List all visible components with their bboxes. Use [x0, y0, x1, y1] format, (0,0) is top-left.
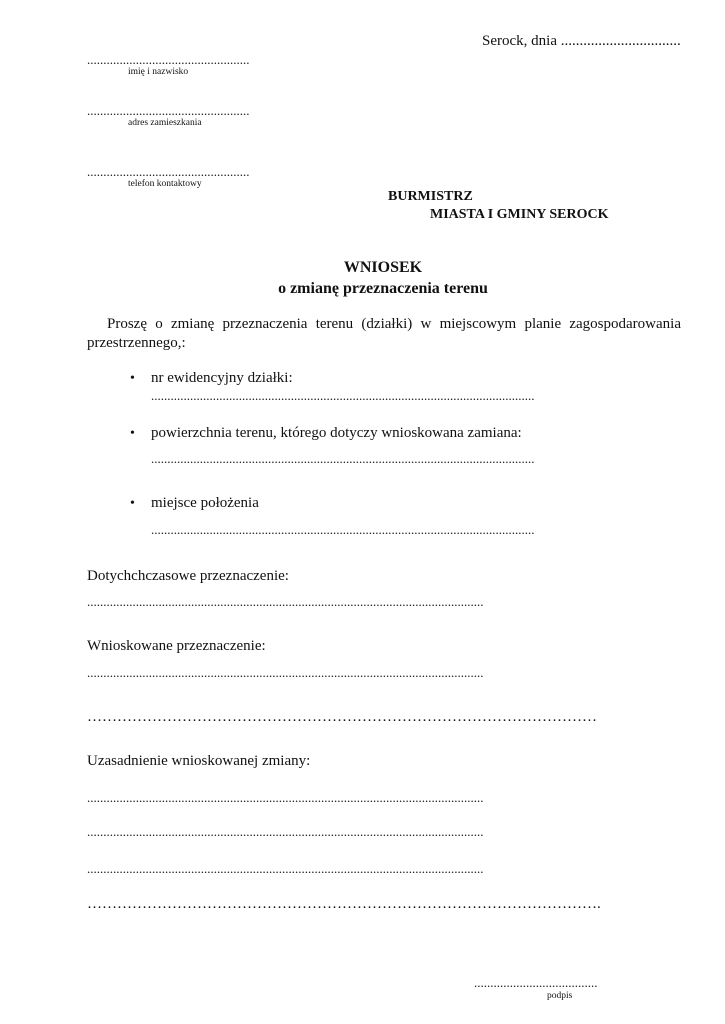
signature-label: podpis — [547, 991, 573, 1001]
bullet-icon: • — [130, 426, 135, 441]
location-label: miejsce położenia — [151, 495, 259, 511]
phone-line: .................................................. — [87, 164, 250, 179]
justification-field-1[interactable]: .......................................................................................................................... — [87, 790, 484, 805]
name-label: imię i nazwisko — [128, 67, 189, 77]
intro-line-2: przestrzennego,: — [87, 335, 186, 351]
current-designation-label: Dotychchczasowe przeznaczenie: — [87, 568, 289, 584]
bullet-icon: • — [130, 496, 135, 511]
addressee-line-1: BURMISTRZ — [388, 189, 473, 204]
document-subtitle: o zmianę przeznaczenia terenu — [278, 280, 488, 297]
current-designation-field[interactable]: .......................................................................................................................... — [87, 594, 484, 609]
signature-line[interactable]: ...................................... — [474, 975, 598, 990]
requested-designation-label: Wnioskowane przeznaczenie: — [87, 638, 266, 654]
area-field[interactable]: ...................................................................................................................... — [151, 451, 535, 466]
name-line: .................................................. — [87, 52, 250, 67]
justification-field-3[interactable]: .......................................................................................................................... — [87, 861, 484, 876]
document-title: WNIOSEK — [343, 259, 423, 276]
bullet-icon: • — [130, 371, 135, 386]
justification-field-4[interactable]: …………………………………………………………………………………………. — [87, 896, 601, 912]
justification-label: Uzasadnienie wnioskowanej zmiany: — [87, 753, 311, 769]
address-line: .................................................. — [87, 103, 250, 118]
location-field[interactable]: ...................................................................................................................... — [151, 522, 535, 537]
parcel-number-field[interactable]: ...................................................................................................................... — [151, 388, 535, 403]
intro-line-1: Proszę o zmianę przeznaczenia terenu (działki) w miejscowym planie zagospodarowania — [107, 316, 681, 332]
parcel-number-label: nr ewidencyjny działki: — [151, 370, 293, 386]
requested-designation-field-1[interactable]: .......................................................................................................................... — [87, 665, 484, 680]
place-date: Serock, dnia ................................ — [482, 33, 681, 49]
phone-label: telefon kontaktowy — [128, 179, 202, 189]
area-label: powierzchnia terenu, którego dotyczy wnioskowana zamiana: — [151, 425, 522, 441]
address-label: adres zamieszkania — [128, 118, 202, 128]
addressee-line-2: MIASTA I GMINY SEROCK — [430, 207, 609, 222]
requested-designation-field-2[interactable]: ………………………………………………………………………………………… — [87, 709, 597, 725]
justification-field-2[interactable]: .......................................................................................................................... — [87, 824, 484, 839]
